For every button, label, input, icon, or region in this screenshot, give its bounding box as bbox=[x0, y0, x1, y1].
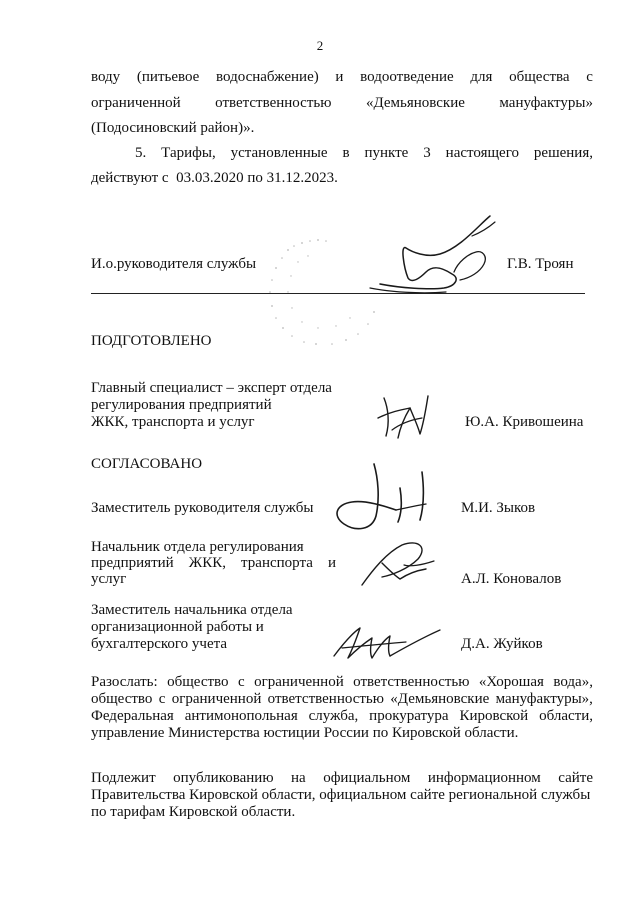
agreed-3-position-line-3: бухгалтерского учета bbox=[91, 636, 228, 652]
agreed-2-position-line-1: Начальник отдела регулирования bbox=[91, 539, 304, 555]
word: Подлежит bbox=[91, 770, 156, 786]
para5-line-2: действуют с 03.03.2020 по 31.12.2023. bbox=[91, 170, 338, 186]
word: «Демьяновские bbox=[365, 95, 465, 111]
word: установленные bbox=[230, 145, 328, 161]
word: Тарифы, bbox=[161, 145, 216, 161]
word: пункте bbox=[364, 145, 409, 161]
word: настоящего bbox=[445, 145, 519, 161]
para5-line-1 bbox=[135, 144, 593, 162]
word: ответственностью bbox=[215, 95, 332, 111]
word: ограниченной bbox=[254, 674, 344, 690]
signature-head bbox=[360, 208, 530, 308]
agreed-2-position-line-2: предприятий ЖКК, транспорта и bbox=[91, 555, 336, 571]
word: официальном bbox=[323, 770, 411, 786]
word: Федеральная bbox=[91, 708, 174, 724]
signature-agreed-1 bbox=[326, 458, 446, 538]
word: с bbox=[586, 69, 593, 85]
distribution-line-1 bbox=[91, 673, 593, 691]
word: в bbox=[342, 145, 350, 161]
signature-agreed-3 bbox=[326, 618, 446, 668]
para-cont-line-2 bbox=[91, 94, 593, 112]
agreed-2-position-line-3: услуг bbox=[91, 571, 127, 587]
word: вода», bbox=[553, 674, 593, 690]
word: общество bbox=[91, 691, 153, 707]
publication-line-1 bbox=[91, 769, 593, 787]
word: общества bbox=[509, 69, 570, 85]
agreed-1-name: М.И. Зыков bbox=[461, 500, 536, 516]
word: ответственностью bbox=[353, 674, 470, 690]
prepared-heading: ПОДГОТОВЛЕНО bbox=[91, 333, 212, 349]
prepared-position-line-1: Главный специалист – эксперт отдела bbox=[91, 380, 332, 396]
word: общество bbox=[167, 674, 229, 690]
word: прокуратура bbox=[369, 708, 449, 724]
word: решения, bbox=[533, 145, 593, 161]
word: сайте bbox=[558, 770, 593, 786]
word: антимонопольная bbox=[184, 708, 298, 724]
word: для bbox=[470, 69, 493, 85]
word: Кировской bbox=[459, 708, 529, 724]
word: ответственностью bbox=[267, 691, 384, 707]
page-number: 2 bbox=[316, 38, 324, 53]
publication-line-3: по тарифам Кировской области. bbox=[91, 804, 296, 820]
prepared-name: Ю.А. Кривошеина bbox=[465, 414, 584, 430]
word: служба, bbox=[308, 708, 359, 724]
word: 5. bbox=[135, 145, 147, 161]
word: воду bbox=[91, 69, 121, 85]
word: Разослать: bbox=[91, 674, 158, 690]
distribution-line-3 bbox=[91, 707, 593, 725]
word: водоотведение bbox=[360, 69, 454, 85]
para-cont-line-1 bbox=[91, 68, 593, 86]
para-cont-line-3: (Подосиновский район)». bbox=[91, 120, 255, 136]
word: информационном bbox=[427, 770, 541, 786]
paragraph-continuation bbox=[91, 68, 593, 86]
word: области, bbox=[539, 708, 593, 724]
word: и bbox=[335, 69, 344, 85]
agreed-1-position: Заместитель руководителя службы bbox=[91, 500, 314, 516]
word: на bbox=[291, 770, 306, 786]
word: ограниченной bbox=[91, 95, 181, 111]
word: «Демьяновские bbox=[390, 691, 490, 707]
head-name: Г.В. Троян bbox=[507, 256, 574, 272]
distribution-line-4: управление Министерства юстиции России по Кировской области. bbox=[91, 725, 519, 741]
signature-prepared bbox=[370, 388, 440, 444]
word: с bbox=[237, 674, 245, 690]
agreed-heading: СОГЛАСОВАНО bbox=[91, 456, 203, 472]
signature-agreed-2 bbox=[352, 535, 442, 595]
word: «Хорошая bbox=[478, 674, 544, 690]
word: мануфактуры» bbox=[499, 95, 593, 111]
word: с bbox=[158, 691, 166, 707]
prepared-position-line-2: регулирования предприятий bbox=[91, 397, 272, 413]
word: водоснабжение) bbox=[216, 69, 319, 85]
agreed-3-position-line-1: Заместитель начальника отдела bbox=[91, 602, 293, 618]
word: (питьевое bbox=[136, 69, 200, 85]
word: опубликованию bbox=[173, 770, 274, 786]
distribution-line-2 bbox=[91, 690, 593, 708]
agreed-3-name: Д.А. Жуйков bbox=[461, 636, 543, 652]
head-position: И.о.руководителя службы bbox=[91, 256, 257, 272]
agreed-3-position-line-2: организационной работы и bbox=[91, 619, 264, 635]
word: мануфактуры», bbox=[495, 691, 593, 707]
agreed-2-name: А.Л. Коновалов bbox=[461, 571, 562, 587]
word: 3 bbox=[423, 145, 431, 161]
word: ограниченной bbox=[171, 691, 262, 707]
prepared-position-line-3: ЖКК, транспорта и услуг bbox=[91, 414, 255, 430]
publication-line-2: Правительства Кировской области, официальном сайте региональной службы bbox=[91, 787, 591, 803]
